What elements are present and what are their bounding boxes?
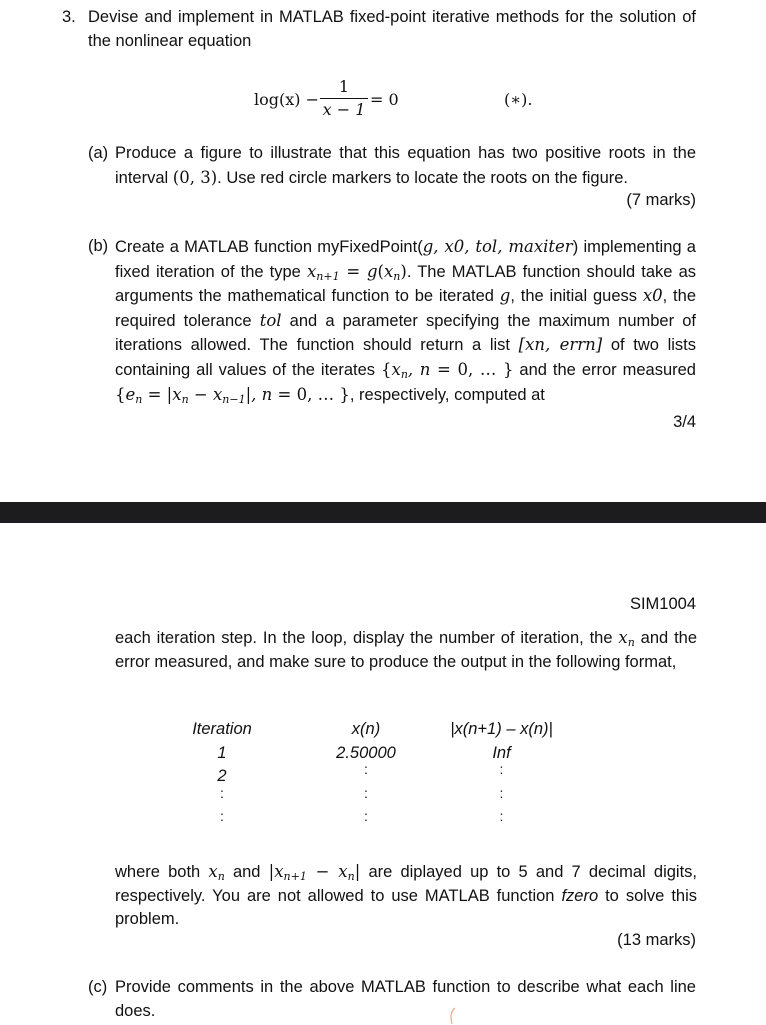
- symbol-g: g: [499, 286, 511, 306]
- part-a-text: Produce a figure to illustrate that this equation has two positive roots in the interval (0, 3). Use red circle markers to locate the roots on the figure.: [115, 144, 696, 187]
- table-cell: 2: [217, 767, 227, 785]
- table-cell: :: [499, 808, 504, 824]
- fraction-bar: [320, 98, 368, 99]
- return-list: [xn, errn]: [518, 335, 603, 355]
- table-row: [176, 761, 576, 789]
- table-cell: 2.50000: [336, 743, 396, 762]
- table-cell: :: [364, 761, 368, 777]
- interval: (0, 3): [172, 167, 218, 187]
- error-set: {$e_n = |x_n - x_{n-1}|$, n = 0, … }: [115, 384, 350, 406]
- part-b-marks: (13 marks): [617, 931, 696, 949]
- function-args: g, x0, tol, maxiter: [422, 237, 573, 256]
- header-error: |x(n+1) – x(n)|: [450, 720, 553, 738]
- table-row: [176, 742, 576, 766]
- question-intro: Devise and implement in MATLAB fixed-point iterative methods for the solution of the nonlinear equation: [88, 8, 696, 50]
- table-cell: 1: [217, 743, 227, 762]
- table-row: [176, 808, 576, 836]
- table-cell: :: [364, 808, 368, 824]
- header-iteration: Iteration: [192, 720, 252, 738]
- equation-rhs: = 0: [370, 90, 399, 109]
- table-cell: :: [364, 784, 368, 801]
- page-bottom: [0, 523, 766, 1024]
- question-number: 3.: [62, 8, 76, 26]
- fraction-numerator: 1: [338, 77, 350, 96]
- part-c: [88, 976, 696, 1023]
- display-requirements: where both $x_n$ and $|x_{n+1} - x_n|$ are diplayed up to 5 and 7 decimal digits, respectively. You are not allowed to use MATLAB function fzero to solve this problem.: [115, 862, 697, 929]
- output-format-table: [176, 718, 576, 836]
- table-cell: :: [220, 784, 224, 801]
- table-cell: :: [220, 808, 224, 824]
- equation-lhs: log(x) −: [254, 90, 319, 109]
- table-row: [176, 784, 576, 813]
- part-c-text: Provide comments in the above MATLAB function to describe what each line does.: [115, 978, 696, 1020]
- symbol-xn: $x_n$: [618, 628, 635, 649]
- pen-mark-icon: [446, 1007, 460, 1025]
- course-code: SIM1004: [629, 595, 696, 613]
- equation-tag: (∗).: [504, 90, 533, 109]
- table-cell: :: [499, 761, 504, 777]
- iterates-set: {$x_n$, n = 0, … }: [381, 359, 514, 381]
- part-b-text: Create a MATLAB function myFixedPoint(g, x0, tol, maxiter) implementing a fixed iteration of the type $x_{n+1} = g(x_n)$. The MATLAB function should take as arguments the mathematical function to be iterated g, the initial guess x0, the required tolerance tol and a parameter specifying the maximum number of iterations allowed. The function should return a list [xn, errn] of two lists containing all values of the iterates {$x_n$, n = 0, … } and the error measured {$e_n = |x_n - x_{n-1}|$, n = 0, … }, respectively, computed at: [115, 237, 697, 406]
- part-a-marks: (7 marks): [626, 191, 696, 209]
- page-separator: [0, 502, 766, 523]
- part-c-label: (c): [88, 978, 108, 996]
- fzero-name: fzero: [561, 886, 599, 905]
- page-number: 3/4: [673, 413, 696, 431]
- iteration-formula: $x_{n+1} = g(x_n)$: [306, 261, 407, 283]
- table-cell: :: [499, 784, 504, 801]
- part-b: [88, 235, 696, 407]
- table-cell: Inf: [492, 743, 511, 762]
- part-a: [88, 142, 696, 190]
- page-top: [0, 0, 766, 502]
- fraction-denominator: x − 1: [322, 100, 366, 119]
- table-header-row: [176, 718, 576, 742]
- symbol-xn: $x_n$: [208, 862, 225, 883]
- symbol-tol: tol: [259, 310, 282, 330]
- part-a-label: (a): [88, 144, 109, 162]
- difference-abs: $|x_{n+1} - x_n|$: [268, 862, 361, 883]
- header-xn: x(n): [351, 720, 381, 738]
- equation-fraction: [320, 77, 368, 120]
- part-b-continuation: each iteration step. In the loop, display the number of iteration, the $x_n$ and the error measured, and make sure to produce the output in the following format,: [115, 628, 698, 671]
- symbol-x0: x0: [642, 286, 663, 306]
- part-b-label: (b): [88, 237, 109, 255]
